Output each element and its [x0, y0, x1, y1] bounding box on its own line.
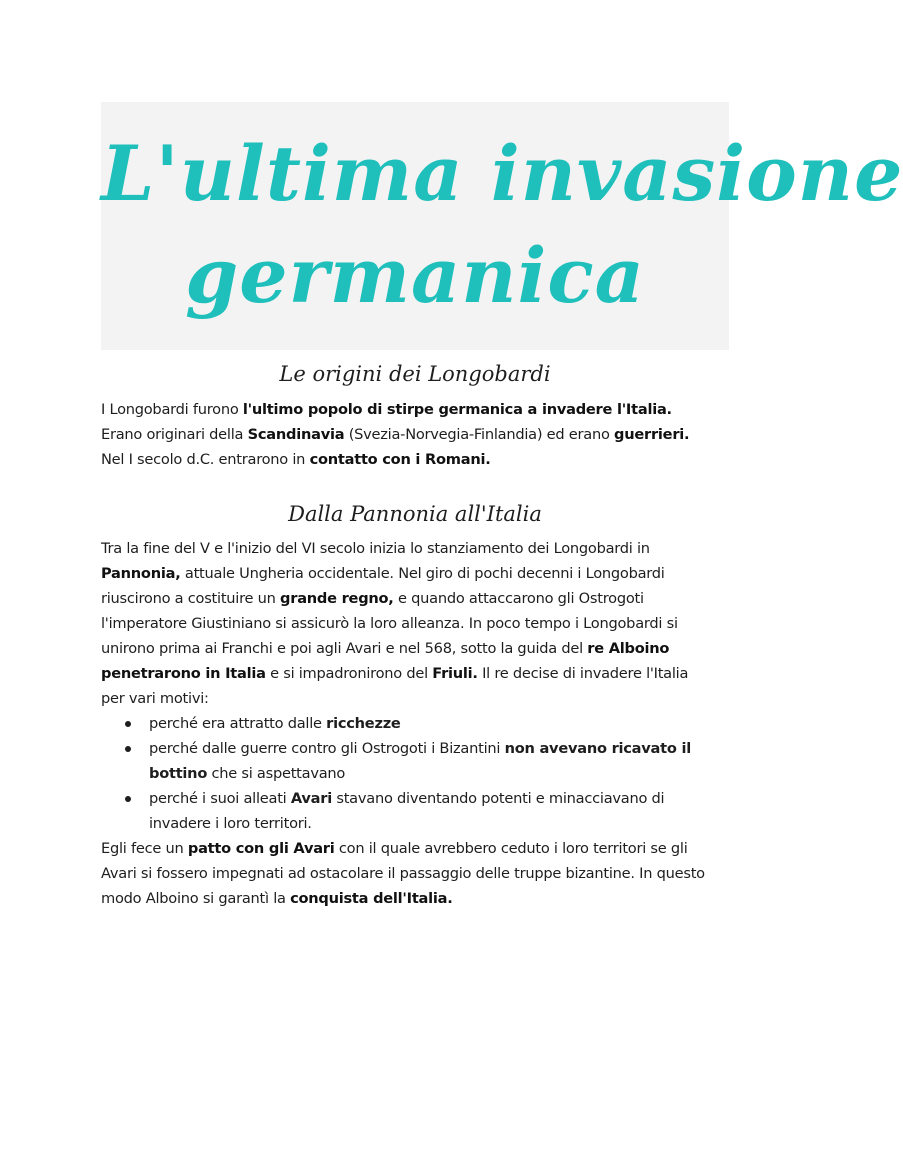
bold-text: Avari: [290, 790, 332, 807]
text-run: perché era attratto dalle: [149, 715, 327, 732]
text-run: I Longobardi furono: [101, 401, 243, 418]
text-run: Tra la fine del V e l'inizio del VI secolo inizia lo stanziamento dei Longobardi in: [101, 540, 650, 557]
bold-text: ricchezze: [326, 715, 401, 732]
bullet-dot-icon: [125, 721, 131, 727]
bold-text: guerrieri.: [614, 426, 690, 443]
text-run: e quando attaccarono gli Ostrogoti l'imperatore Giustiniano si assicurò la loro alleanza. In poco tempo i Longobardi si unirono prima ai Franchi e poi agli Avari e nel 568, sotto la guida del: [101, 590, 678, 657]
text-run: stavano diventando potenti e minacciavano di invadere i loro territori.: [149, 790, 665, 832]
text-run: perché i suoi alleati: [149, 790, 291, 807]
text-run: Erano originari della: [101, 426, 248, 443]
bold-text: Friuli.: [432, 665, 478, 682]
text-run: con il quale avrebbero ceduto i loro territori se gli Avari si fossero impegnati ad ostacolare il passaggio delle truppe bizantine. In questo modo Alboino si garantì la: [101, 840, 705, 907]
bold-text: Pannonia,: [101, 565, 181, 582]
bold-text: grande regno,: [280, 590, 394, 607]
bold-text: re Alboino penetrarono in Italia: [101, 640, 670, 682]
text-run: attuale Ungheria occidentale. Nel giro di pochi decenni i Longobardi riuscirono a costituire un: [101, 565, 665, 607]
bold-text: contatto con i Romani.: [309, 451, 491, 468]
text-run: Il re decise di invadere l'Italia per vari motivi:: [101, 665, 689, 707]
section-title-pannonia: Dalla Pannonia all'Italia: [288, 502, 542, 526]
text-run: e si impadronirono del: [265, 665, 433, 682]
title-banner: [101, 102, 903, 350]
list-item-text: [149, 715, 401, 732]
paragraph-pannonia: [101, 536, 711, 711]
text-run: Egli fece un: [101, 840, 188, 857]
text-run: perché dalle guerre contro gli Ostrogoti i Bizantini: [149, 740, 505, 757]
bold-text: patto con gli Avari: [187, 840, 335, 857]
text-run: (Svezia-Norvegia-Finlandia) ed erano: [344, 426, 615, 443]
paragraph-origini: [101, 397, 711, 472]
paragraph-patto: [101, 836, 711, 911]
banner-title-line-2: germanica: [185, 231, 645, 320]
text-run: che si aspettavano: [207, 765, 346, 782]
section-title-origini: Le origini dei Longobardi: [279, 362, 551, 386]
list-item: [101, 736, 711, 786]
bold-text: non avevano ricavato il bottino: [149, 740, 691, 782]
list-item-text: [149, 790, 664, 832]
list-item: [101, 786, 711, 836]
bold-text: conquista dell'Italia.: [290, 890, 453, 907]
banner-title-line-1: L'ultima invasione: [101, 129, 903, 218]
bullet-dot-icon: [125, 746, 131, 752]
bold-text: l'ultimo popolo di stirpe germanica a invadere l'Italia.: [242, 401, 672, 418]
motives-list: [101, 711, 711, 836]
list-item-text: [149, 740, 691, 782]
bullet-dot-icon: [125, 796, 131, 802]
bold-text: Scandinavia: [247, 426, 345, 443]
list-item: [101, 711, 711, 736]
text-run: Nel I secolo d.C. entrarono in: [101, 451, 310, 468]
